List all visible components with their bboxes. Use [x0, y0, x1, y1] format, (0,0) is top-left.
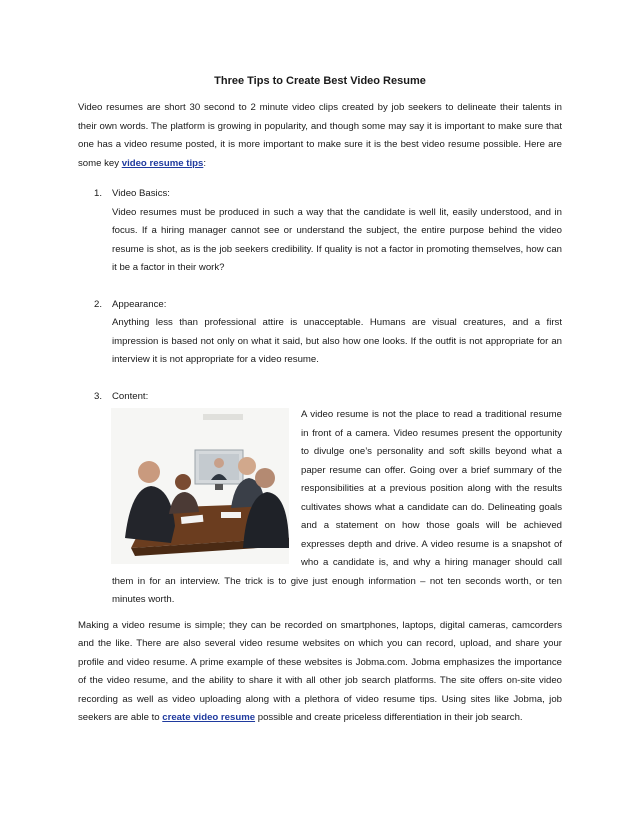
tip-number: 2. — [94, 298, 103, 310]
closing-paragraph — [78, 617, 562, 728]
intro-paragraph — [78, 99, 562, 173]
tip-body: Video resumes must be produced in such a way that the candidate is well lit, easily understood, and in focus. If a hiring manager cannot see or understand the subject, the entire purpose behind the video resume is shot, as is the job seekers credibility. If quality is not a factor in promoting themselves, how can it be a factor in their work? — [112, 206, 562, 273]
list-item — [78, 296, 562, 370]
intro-after: : — [203, 157, 206, 169]
intro-text: Video resumes are short 30 second to 2 minute video clips created by job seekers to delineate their talents in their own words. The platform is growing in popularity, and though some may say it is important to make sure that one has a video resume posted, it is more important to make sure it is the best video resume possible. Here are some key — [78, 102, 562, 169]
meeting-illustration — [111, 408, 289, 564]
tips-list — [78, 185, 562, 610]
tip-heading: Content: — [112, 390, 149, 402]
list-item — [78, 388, 562, 610]
tip-body: Anything less than professional attire is unacceptable. Humans are visual creatures, and a first impression is based not only on what it said, but also how one looks. If the outfit is not appropriate for an interview it is not appropriate for a video resume. — [112, 317, 562, 365]
closing-after: possible and create priceless differentiation in their job search. — [255, 712, 523, 723]
meeting-photo — [111, 408, 289, 564]
tip-heading: Appearance: — [112, 298, 167, 310]
tip-number: 3. — [94, 390, 103, 402]
create-video-resume-link[interactable]: create video resume — [162, 712, 256, 723]
video-resume-tips-link[interactable]: video resume tips — [121, 157, 204, 169]
tip-body: A video resume is not the place to read a traditional resume in front of a camera. Video resumes present the opportunity to divulge one’s personality and soft skills beyond what a paper resume can offer. Going over a brief summary of the responsibilities at a previous position along with the results cultivates shows what a candidate can do. Delineating goals and a statement on how those goals will be achieved expresses depth and drive. A video resume is a snapshot of who a candidate is, and why a hiring manager should call them in for an interview. The trick is to give just enough information – not ten seconds worth, or ten minutes worth. — [112, 409, 562, 605]
tip-heading: Video Basics: — [112, 188, 170, 199]
list-item — [78, 185, 562, 278]
closing-text: Making a video resume is simple; they can be recorded on smartphones, laptops, digital cameras, camcorders and the like. There are also several video resume websites on which you can record, upload, and share your profile and video resume. A prime example of these websites is Jobma.com. Jobma emphasizes the importance of the video resume, and the ability to share it with all other job search platforms. The site offers on-site video recording as well as video uploading along with a plethora of video resume tips. Using sites like Jobma, job seekers are able to — [78, 619, 562, 723]
document-page — [78, 72, 562, 728]
document-title: Three Tips to Create Best Video Resume — [214, 75, 426, 87]
tip-number: 1. — [94, 188, 103, 199]
